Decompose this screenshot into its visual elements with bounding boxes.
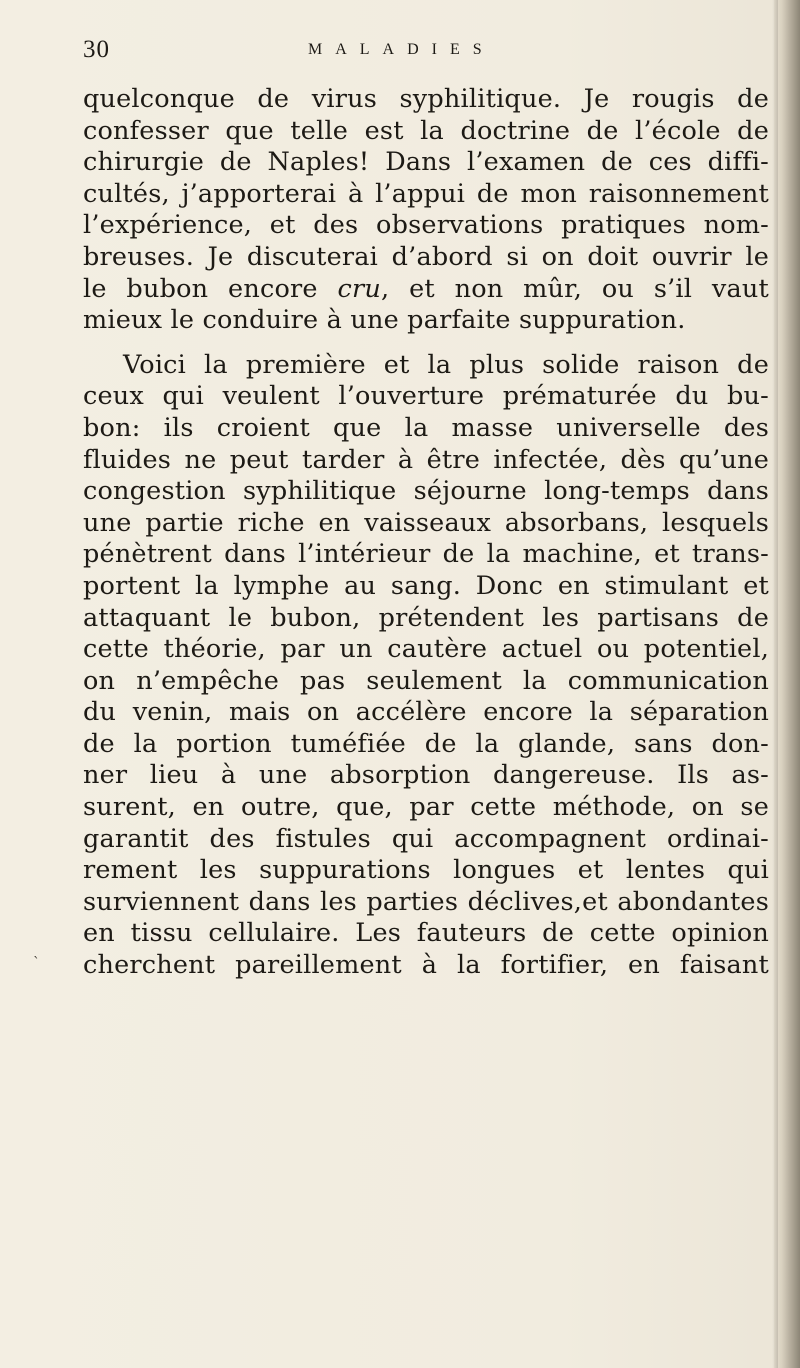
paragraph-gap <box>83 337 769 350</box>
body-text <box>83 84 769 982</box>
text-line: surent, en outre, que, par cette méthode, on se <box>83 792 769 823</box>
text-line-with-italic <box>83 274 769 306</box>
text-line: congestion syphilitique séjourne long-temps dans <box>83 476 769 507</box>
page-edge-shadow <box>772 0 778 1368</box>
paragraph-2 <box>83 350 769 982</box>
text-line: confesser que telle est la doctrine de l’école de <box>83 115 769 146</box>
text-line: portent la lymphe au sang. Donc en stimulant et <box>83 570 769 601</box>
text-line: de la portion tuméfiée de la glande, sans don- <box>83 728 769 759</box>
text-line: ceux qui veulent l’ouverture prématurée du bu- <box>83 381 769 412</box>
text-line: breuses. Je discuterai d’abord si on doit ouvrir le <box>83 241 769 272</box>
text-line: surviennent dans les parties déclives,et abondantes <box>83 886 769 917</box>
text-line: rement les suppurations longues et lentes qui <box>83 855 769 886</box>
text-line: attaquant le bubon, prétendent les partisans de <box>83 602 769 633</box>
text-line: en tissu cellulaire. Les fauteurs de cette opinion <box>83 918 769 949</box>
text-segment: le bubon encore <box>83 273 338 304</box>
text-line: fluides ne peut tarder à être infectée, dès qu’une <box>83 444 769 475</box>
text-line: cherchent pareillement à la fortifier, en faisant <box>83 950 769 981</box>
paragraph-1 <box>83 84 769 337</box>
page-header <box>83 36 773 76</box>
text-line: ner lieu à une absorption dangereuse. Ils as- <box>83 760 769 791</box>
text-line: du venin, mais on accélère encore la séparation <box>83 697 769 728</box>
text-line: pénètrent dans l’intérieur de la machine, et trans- <box>83 539 769 570</box>
text-line: l’expérience, et des observations pratiques nom- <box>83 210 769 241</box>
page-number: 30 <box>83 36 110 63</box>
text-line: chirurgie de Naples! Dans l’examen de ces diffi- <box>83 147 769 178</box>
text-line: on n’empêche pas seulement la communication <box>83 665 769 696</box>
text-line: quelconque de virus syphilitique. Je rougis de <box>83 84 769 114</box>
text-line: garantit des fistules qui accompagnent ordinai- <box>83 823 769 854</box>
text-line: bon: ils croient que la masse universelle des <box>83 412 769 443</box>
text-line: mieux le conduire à une parfaite suppuration. <box>83 305 686 336</box>
text-line: cette théorie, par un cautère actuel ou potentiel, <box>83 634 769 665</box>
margin-mark: ˋ <box>33 955 40 971</box>
italic-word: cru <box>337 273 381 304</box>
text-segment: , et non mûr, ou s’il vaut <box>380 273 769 304</box>
text-line: cultés, j’apporterai à l’appui de mon raisonnement <box>83 178 769 209</box>
running-title: MALADIES <box>308 41 495 58</box>
text-line: Voici la première et la plus solide raison de <box>123 349 769 380</box>
text-line: une partie riche en vaisseaux absorbans, lesquels <box>83 507 769 538</box>
